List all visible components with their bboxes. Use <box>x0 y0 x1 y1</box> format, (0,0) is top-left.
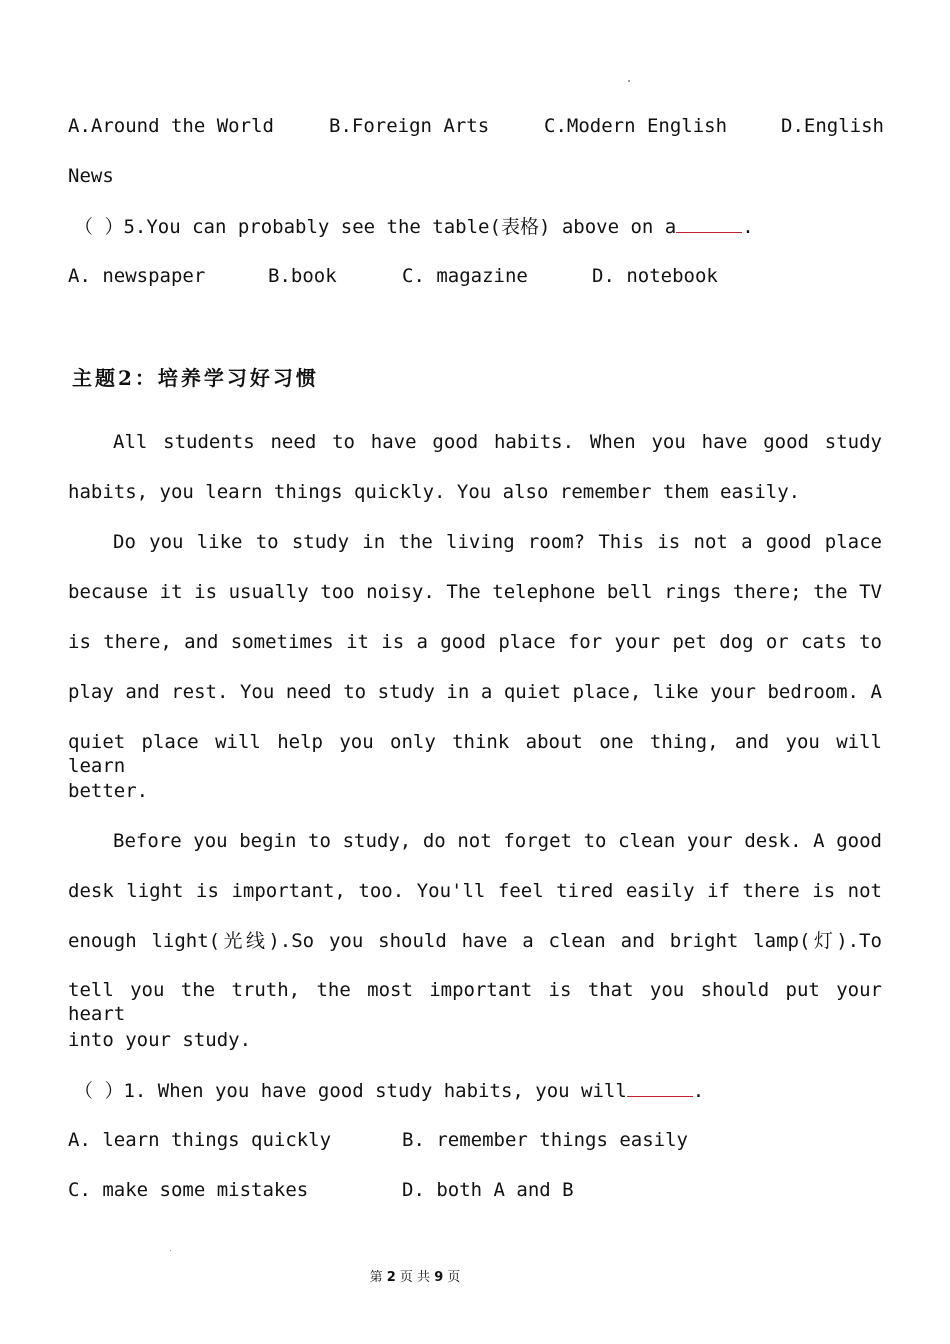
question-end: . <box>692 1080 705 1102</box>
footer-middle: 页 共 <box>399 1270 431 1285</box>
paragraph-2-line-4: play and rest. You need to study in a quiet place, like your bedroom. A <box>68 681 882 703</box>
paragraph-2-line-6: better. <box>68 780 149 802</box>
question-1 <box>74 1078 888 1103</box>
option-c: C.Modern English <box>544 115 728 137</box>
page-number: 2 <box>386 1270 396 1285</box>
paragraph-2-line-5: quiet place will help you only think about one thing, and you will learn <box>68 731 882 777</box>
question-end: . <box>742 216 754 238</box>
option-b: B. remember things easily <box>402 1129 688 1151</box>
question-text: 1. When you have good study habits, you will <box>123 1080 627 1102</box>
option-d: D. both A and B <box>402 1179 574 1201</box>
paragraph-3-line-1: Before you begin to study, do not forget to clean your desk. A good <box>113 830 882 852</box>
paragraph-1-line-1: All students need to have good habits. When you have good study <box>113 431 882 453</box>
option-c: C. make some mistakes <box>68 1179 309 1201</box>
option-a: A. newspaper <box>68 265 206 287</box>
section-heading: 主题2：培养学习好习惯 <box>72 366 319 390</box>
paragraph-2-line-2: because it is usually too noisy. The telephone bell rings there; the TV <box>68 581 882 603</box>
total-pages: 9 <box>434 1270 444 1285</box>
answer-bracket[interactable]: （ ） <box>74 216 124 238</box>
option-a: A.Around the World <box>68 115 274 137</box>
paragraph-3-line-4: tell you the truth, the most important is that you should put your heart <box>68 979 882 1025</box>
footer-suffix: 页 <box>447 1270 461 1285</box>
paragraph-3-line-2: desk light is important, too. You'll feel tired easily if there is not <box>68 880 882 902</box>
page-footer <box>0 1266 830 1285</box>
option-b: B.Foreign Arts <box>329 115 490 137</box>
option-d: D.English <box>781 115 884 137</box>
answer-blank <box>627 1078 693 1097</box>
answer-blank <box>676 214 742 233</box>
paragraph-2-line-3: is there, and sometimes it is a good place for your pet dog or cats to <box>68 631 882 653</box>
question-5 <box>74 214 888 239</box>
scan-dot <box>628 80 630 82</box>
answer-bracket[interactable]: （ ） <box>74 1080 124 1102</box>
paragraph-2-line-1: Do you like to study in the living room? This is not a good place <box>113 531 882 553</box>
option-a: A. learn things quickly <box>68 1129 332 1151</box>
option-c: C. magazine <box>402 265 528 287</box>
scan-dot <box>170 1250 171 1251</box>
question-text: 5.You can probably see the table(表格) above on a <box>123 216 677 238</box>
option-d: D. notebook <box>592 265 718 287</box>
paragraph-3-line-5: into your study. <box>68 1029 252 1051</box>
option-d-continued: News <box>68 165 114 187</box>
paragraph-1-line-2: habits, you learn things quickly. You also remember them easily. <box>68 481 801 503</box>
option-b: B.book <box>268 265 337 287</box>
paragraph-3-line-3: enough light(光线).So you should have a clean and bright lamp(灯).To <box>68 930 882 952</box>
footer-prefix: 第 <box>369 1270 383 1285</box>
